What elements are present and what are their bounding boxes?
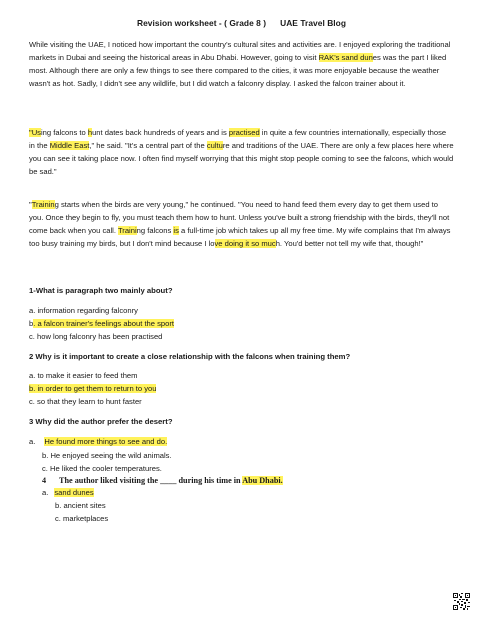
- paragraph-1: While visiting the UAE, I noticed how important the country's cultural sites and activities are. I enjoyed exploring the traditional markets in Dubai and seeing the historical areas in Abu Dhabi. However, going to visit RAK's sand dunes was the part I liked most. Although there are only a few things to see there compared to the cities, it was more enjoyable because the weather wasn't as hot. Sadly, I didn't see any wildlife, but I did watch a falconry display. I asked the falcon trainer about it.: [29, 40, 451, 89]
- highlight-us: "Us: [29, 128, 41, 137]
- q2-option-c[interactable]: c. so that they learn to hunt faster: [29, 397, 142, 406]
- q1-option-a[interactable]: a. information regarding falconry: [29, 306, 138, 315]
- question-2: 2 Why is it important to create a close relationship with the falcons when training them?: [29, 352, 351, 361]
- title-worksheet: Revision worksheet - ( Grade 8 ): [136, 18, 267, 28]
- question-1: 1-What is paragraph two mainly about?: [29, 286, 173, 295]
- q3-option-c[interactable]: c. He liked the cooler temperatures.: [42, 464, 162, 473]
- q4-option-c[interactable]: c. marketplaces: [55, 514, 109, 523]
- q4-option-b[interactable]: b. ancient sites: [55, 501, 106, 510]
- highlight-cultu: cultu: [206, 141, 223, 151]
- q2-answer-highlight: b. in order to get them to return to you: [29, 384, 157, 393]
- highlight-trainin: Trainin: [31, 200, 55, 209]
- highlight-doing-it: ve doing it so muc: [214, 239, 276, 249]
- qr-code-icon: [453, 593, 470, 610]
- highlight-rak: RAK's sand dun: [318, 53, 373, 63]
- title-blog: UAE Travel Blog: [280, 18, 347, 28]
- highlight-is: is: [173, 226, 179, 236]
- question-4: 4 The author liked visiting the ____ during his time in Abu Dhabi.: [42, 476, 283, 485]
- paragraph-3: "Training starts when the birds are very young," he continued. "You need to hand feed them every day to get them used to you. Once they begin to fly, you must teach them how to hunt. Unless you've built a strong friendship with the birds, they'll not come back when you call. Training falcons is a full-time job which takes up all my free time. My wife complains that I'm always too busy training my birds, but I don't mind because I love doing it so much. You'd better not tell my wife that, though!": [29, 200, 451, 249]
- q2-option-b[interactable]: [29, 384, 156, 393]
- q1-option-b[interactable]: b. a falcon trainer's feelings about the sport: [29, 319, 174, 328]
- paragraph-2: "Using falcons to hunt dates back hundreds of years and is practised in quite a few countries internationally, especially those in the Middle East," he said. "It's a central part of the culture and traditions of the UAE. There are only a few places here where you can see it taking place now. I often find myself worrying that this might stop people coming to see the falcons, which would be sad.": [29, 128, 454, 177]
- q2-option-a[interactable]: a. to make it easier to feed them: [29, 371, 138, 380]
- q4-answer-highlight: sand dunes: [54, 488, 94, 497]
- q1-option-c[interactable]: c. how long falconry has been practised: [29, 332, 163, 341]
- q3-option-b[interactable]: b. He enjoyed seeing the wild animals.: [42, 451, 172, 460]
- highlight-traini: Traini: [117, 226, 137, 236]
- page-title: [29, 18, 454, 28]
- highlight-middle-east: Middle East: [49, 141, 90, 151]
- q3-answer-highlight: He found more things to see and do.: [44, 437, 168, 446]
- question-3: 3 Why did the author prefer the desert?: [29, 417, 173, 426]
- q4-option-a[interactable]: a. sand dunes: [42, 488, 94, 497]
- highlight-h: h: [87, 128, 93, 137]
- q3-option-a[interactable]: a. He found more things to see and do.: [29, 437, 168, 446]
- highlight-practised: practised: [228, 128, 260, 137]
- q1-answer-highlight: . a falcon trainer's feelings about the sport: [33, 319, 174, 328]
- q4-highlight-abu-dhabi: Abu Dhabi.: [242, 476, 283, 485]
